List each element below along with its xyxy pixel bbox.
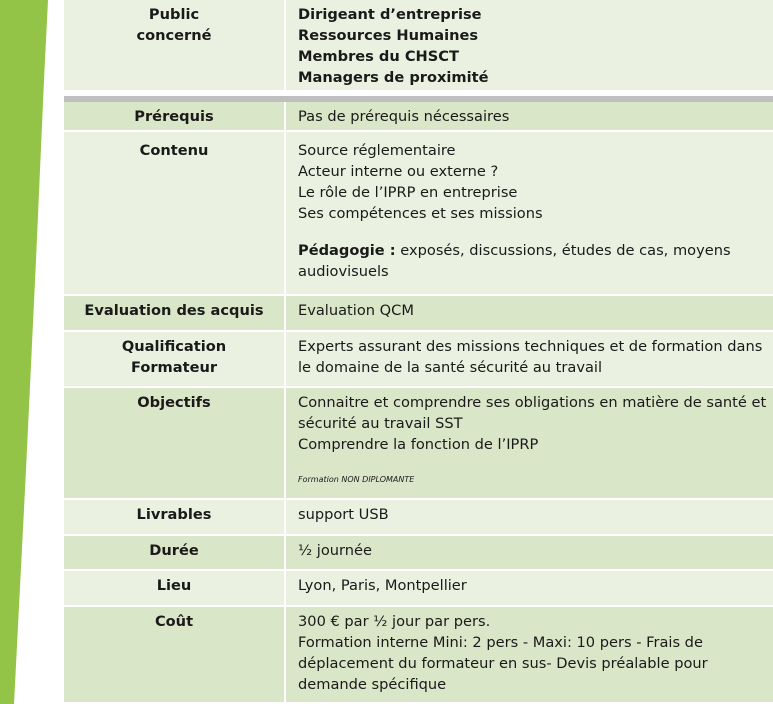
column-divider — [284, 607, 286, 702]
value-qualification: Experts assurant des missions techniques et de formation dans le domaine de la santé sécurité au travail — [298, 338, 763, 376]
value-contenu — [298, 132, 768, 282]
row-prerequis — [64, 96, 773, 132]
column-divider — [284, 0, 286, 90]
label-evaluation: Evaluation des acquis — [84, 302, 264, 319]
label-public — [64, 0, 284, 46]
public-item: Ressources Humaines — [298, 27, 479, 44]
value-duree: ½ journée — [298, 542, 372, 559]
label-public-text: Public concerné — [136, 6, 212, 44]
row-public — [64, 0, 773, 92]
cout-line-1: 300 € par ½ jour par pers. — [298, 613, 491, 630]
column-divider — [284, 102, 286, 130]
formation-note: Formation NON DIPLOMANTE — [298, 475, 415, 484]
value-lieu: Lyon, Paris, Montpellier — [298, 577, 467, 594]
formation-details-table — [64, 0, 773, 704]
green-accent-bar — [0, 0, 52, 704]
label-duree: Durée — [149, 542, 199, 559]
value-cout — [298, 607, 768, 695]
row-evaluation — [64, 296, 773, 332]
label-prerequis: Prérequis — [134, 108, 214, 125]
label-cout: Coût — [154, 613, 194, 630]
column-divider — [284, 388, 286, 498]
public-item: Membres du CHSCT — [298, 48, 459, 65]
value-objectifs — [298, 388, 768, 490]
cout-line-2: Formation interne Mini: 2 pers - Maxi: 10 pers - Frais de déplacement du formateur en sus- Devis préalable pour demande spécifique — [298, 634, 708, 693]
column-divider — [284, 571, 286, 605]
contenu-item: Le rôle de l’IPRP en entreprise — [298, 184, 518, 201]
column-divider — [284, 332, 286, 386]
objectif-2: Comprendre la fonction de l’IPRP — [298, 436, 539, 453]
row-qualification — [64, 332, 773, 388]
label-qualification — [64, 332, 284, 378]
row-livrables — [64, 500, 773, 536]
pedagogie-text: exposés, discussions, études de cas, moyens audiovisuels — [298, 242, 731, 280]
contenu-item: Source réglementaire — [298, 142, 456, 159]
column-divider — [284, 500, 286, 534]
column-divider — [284, 296, 286, 330]
label-objectifs: Objectifs — [137, 394, 211, 411]
value-public — [298, 0, 768, 88]
row-contenu — [64, 132, 773, 296]
column-divider — [284, 132, 286, 294]
row-objectifs — [64, 388, 773, 500]
label-lieu: Lieu — [156, 577, 192, 594]
label-contenu: Contenu — [139, 142, 209, 159]
row-duree — [64, 536, 773, 571]
row-lieu — [64, 571, 773, 607]
column-divider — [284, 536, 286, 569]
row-cout — [64, 607, 773, 704]
value-prerequis: Pas de prérequis nécessaires — [298, 108, 510, 125]
contenu-item: Acteur interne ou externe ? — [298, 163, 499, 180]
contenu-item: Ses compétences et ses missions — [298, 205, 543, 222]
public-item: Dirigeant d’entreprise — [298, 6, 482, 23]
pedagogie-label: Pédagogie : — [298, 242, 396, 259]
label-qualification-text: Qualification Formateur — [121, 338, 227, 376]
value-livrables: support USB — [298, 506, 389, 523]
public-item: Managers de proximité — [298, 69, 489, 86]
label-livrables: Livrables — [136, 506, 212, 523]
value-evaluation: Evaluation QCM — [298, 302, 414, 319]
pedagogie — [298, 240, 768, 282]
objectif-1: Connaitre et comprendre ses obligations en matière de santé et sécurité au travail SST — [298, 394, 767, 432]
